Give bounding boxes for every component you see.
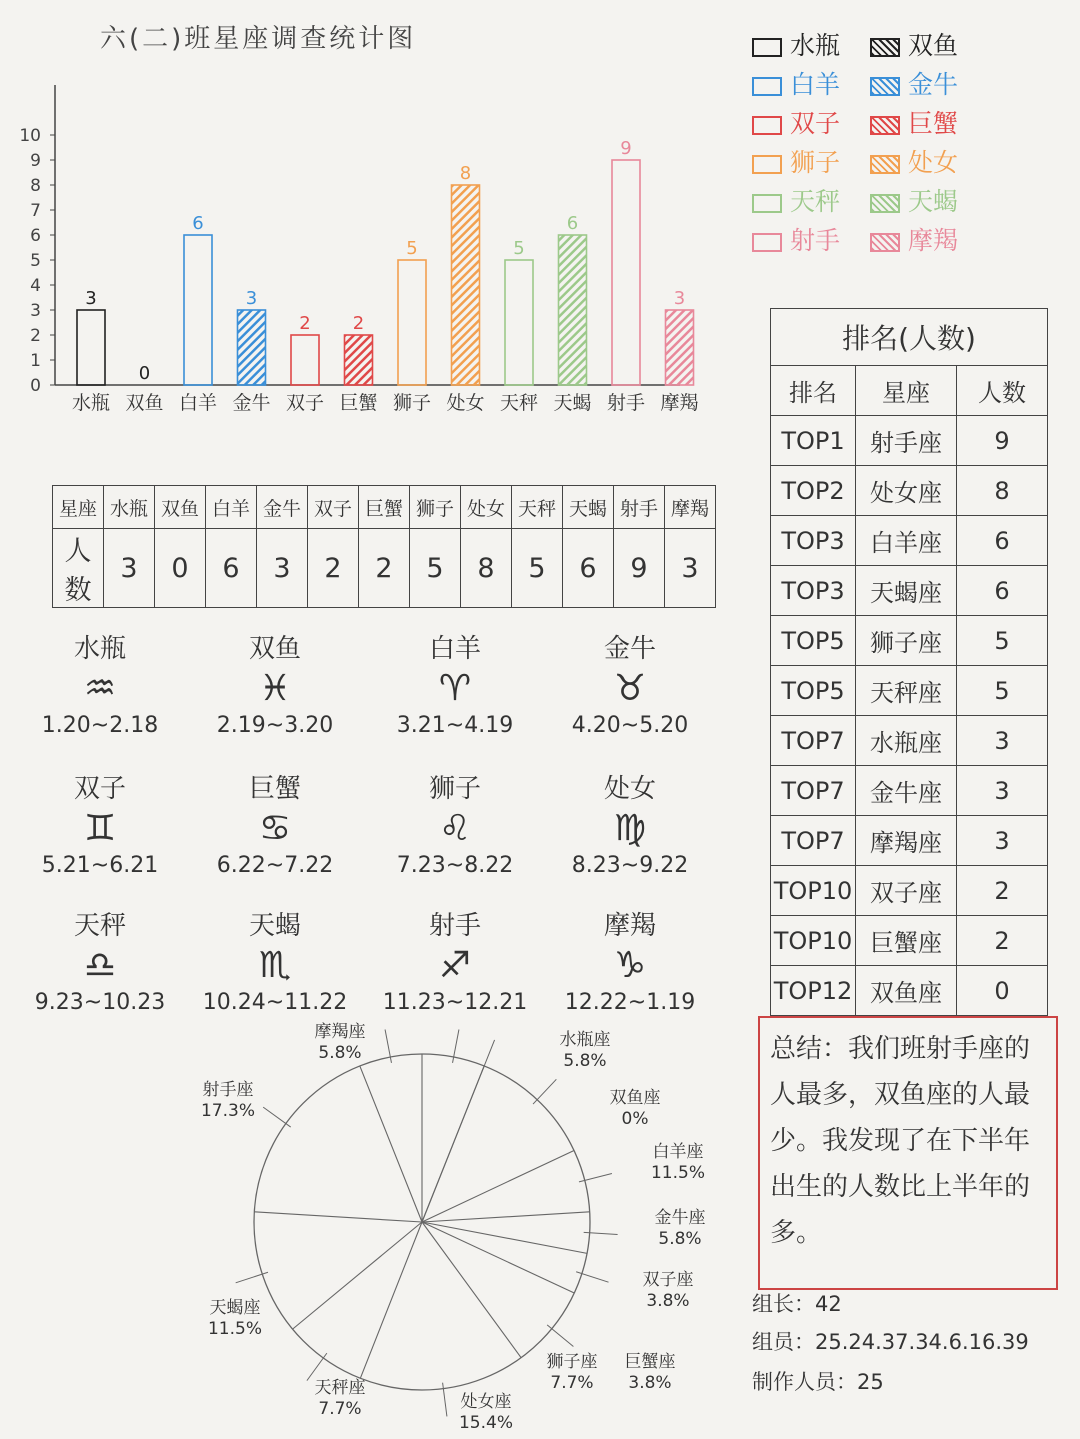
- pie-slice-divider: [360, 1066, 422, 1222]
- ranking-cell: 2: [957, 866, 1048, 916]
- pie-slice-label: [638, 1142, 718, 1184]
- ranking-row: [771, 966, 1048, 1016]
- ranking-row: [771, 616, 1048, 666]
- zodiac-symbol-icon: ♎: [83, 945, 117, 986]
- pie-slice-percent: 5.8%: [658, 1229, 702, 1249]
- pie-slice-name: 白羊座: [652, 1142, 704, 1162]
- bar-value-label: 0: [138, 363, 151, 384]
- zodiac-sign-dates: 4.20~5.20: [571, 713, 689, 738]
- ranking-cell: 0: [957, 966, 1048, 1016]
- legend-item: [752, 104, 840, 140]
- pie-leader-line: [547, 1325, 573, 1347]
- ranking-header-cell: 人数: [957, 366, 1048, 416]
- pie-slice-name: 射手座: [202, 1080, 254, 1100]
- ranking-cell: 3: [957, 816, 1048, 866]
- x-tick-label: 双子: [285, 392, 325, 414]
- pie-slice-label: [610, 1352, 690, 1394]
- legend-label: 双子: [790, 109, 841, 138]
- ranking-row: [771, 716, 1048, 766]
- ranking-cell: 天蝎座: [856, 566, 957, 616]
- pie-slice-name: 天蝎座: [209, 1298, 261, 1318]
- ranking-table: [770, 308, 1048, 1016]
- x-tick-label: 摩羯: [660, 392, 699, 414]
- y-tick-label: 2: [30, 326, 41, 346]
- ranking-cell: 白羊座: [856, 516, 957, 566]
- zodiac-sign-name: 摩羯: [603, 911, 656, 941]
- legend-label: 射手: [790, 226, 841, 255]
- x-tick-label: 双鱼: [125, 392, 164, 414]
- legend-item: [870, 26, 958, 62]
- zodiac-sign-name: 巨蟹: [248, 774, 301, 804]
- ranking-cell: TOP2: [771, 466, 856, 516]
- count-table-sign: 双子: [308, 486, 359, 529]
- ranking-row: [771, 516, 1048, 566]
- x-tick-label: 狮子: [392, 392, 432, 414]
- count-table-value: 3: [257, 529, 308, 608]
- legend-swatch: [870, 38, 900, 57]
- ranking-cell: TOP10: [771, 866, 856, 916]
- bar-value-label: 2: [299, 313, 311, 334]
- count-table-sign: 水瓶: [104, 486, 155, 529]
- zodiac-sign-name: 双鱼: [248, 634, 301, 664]
- ranking-header-cell: 星座: [856, 366, 957, 416]
- x-tick-label: 天蝎: [553, 392, 592, 414]
- bar-value-label: 6: [566, 213, 579, 234]
- pie-slice-percent: 5.8%: [318, 1043, 362, 1063]
- zodiac-symbol-icon: ♍: [613, 808, 647, 849]
- pie-slice-divider: [293, 1222, 422, 1329]
- legend-item: [870, 221, 958, 257]
- zodiac-symbol-icon: ♒: [83, 668, 117, 709]
- pie-slice-label: [195, 1298, 275, 1340]
- x-tick-label: 水瓶: [71, 392, 111, 414]
- x-tick-label: 巨蟹: [339, 392, 378, 414]
- x-tick-label: 白羊: [178, 392, 218, 414]
- x-tick-label: 射手: [606, 392, 646, 414]
- ranking-cell: TOP12: [771, 966, 856, 1016]
- ranking-cell: 狮子座: [856, 616, 957, 666]
- pie-slice-name: 双子座: [642, 1270, 694, 1290]
- legend-item: [870, 182, 958, 218]
- pie-leader-line: [307, 1353, 327, 1381]
- zodiac-symbol-icon: ♓: [258, 668, 292, 709]
- pie-slice-divider: [422, 1066, 484, 1222]
- zodiac-symbol-icon: ♊: [83, 808, 117, 849]
- legend-swatch: [870, 116, 900, 135]
- legend-item: [752, 26, 840, 62]
- ranking-cell: TOP1: [771, 416, 856, 466]
- zodiac-sign-dates: 6.22~7.22: [216, 853, 334, 878]
- legend-label: 水瓶: [790, 31, 841, 60]
- legend-label: 白羊: [790, 70, 841, 99]
- pie-slice-name: 水瓶座: [559, 1030, 611, 1050]
- ranking-row: [771, 916, 1048, 966]
- legend-item: [752, 221, 840, 257]
- bar-value-label: 5: [513, 238, 525, 259]
- y-tick-label: 0: [30, 376, 41, 396]
- ranking-row: [771, 666, 1048, 716]
- pie-slice-divider: [422, 1222, 574, 1293]
- zodiac-symbol-icon: ♑: [613, 945, 647, 986]
- ranking-row: [771, 766, 1048, 816]
- pie-slice-label: [532, 1352, 612, 1394]
- pie-slice-name: 天秤座: [314, 1378, 366, 1398]
- zodiac-sign-dates: 10.24~11.22: [202, 990, 348, 1015]
- ranking-cell: TOP5: [771, 666, 856, 716]
- legend-item: [870, 104, 958, 140]
- y-tick-label: 9: [30, 151, 41, 171]
- count-table-value: 9: [614, 529, 665, 608]
- zodiac-symbol-icon: ♐: [438, 945, 472, 986]
- ranking-cell: 处女座: [856, 466, 957, 516]
- legend-swatch: [870, 194, 900, 213]
- zodiac-sign-name: 双子: [73, 774, 126, 804]
- y-tick-label: 10: [19, 126, 41, 146]
- pie-slice-name: 金牛座: [654, 1208, 706, 1228]
- pie-slice-label: [545, 1030, 625, 1072]
- count-table-sign: 天秤: [512, 486, 563, 529]
- legend-label: 摩羯: [908, 226, 959, 255]
- ranking-caption: 排名(人数): [771, 309, 1048, 366]
- pie-slice-name: 处女座: [460, 1392, 512, 1412]
- ranking-cell: 天秤座: [856, 666, 957, 716]
- pie-slice-percent: 11.5%: [207, 1319, 262, 1339]
- y-tick-label: 3: [30, 301, 41, 321]
- count-table-row-label: 人数: [53, 529, 104, 608]
- bar-value-label: 3: [85, 288, 97, 309]
- count-table-sign: 白羊: [206, 486, 257, 529]
- y-tick-label: 7: [30, 201, 41, 221]
- legend-label: 双鱼: [908, 31, 959, 60]
- bar-value-label: 6: [192, 213, 204, 234]
- count-table-header-label: 星座: [53, 486, 104, 529]
- y-tick-label: 4: [30, 276, 41, 296]
- pie-slice-divider: [254, 1212, 422, 1222]
- legend-item: [752, 65, 840, 101]
- ranking-cell: 双鱼座: [856, 966, 957, 1016]
- ranking-cell: 摩羯座: [856, 816, 957, 866]
- pie-slice-name: 狮子座: [546, 1352, 598, 1372]
- pie-slice-label: [595, 1088, 675, 1130]
- ranking-cell: 双子座: [856, 866, 957, 916]
- zodiac-sign-name: 处女: [603, 774, 656, 804]
- legend-label: 天蝎: [908, 187, 959, 216]
- count-table-value: 6: [206, 529, 257, 608]
- ranking-cell: 9: [957, 416, 1048, 466]
- pie-slice-percent: 17.3%: [200, 1101, 255, 1121]
- ranking-row: [771, 466, 1048, 516]
- ranking-cell: 5: [957, 666, 1048, 716]
- ranking-cell: TOP5: [771, 616, 856, 666]
- legend-swatch: [870, 233, 900, 252]
- zodiac-symbol-icon: ♉: [613, 668, 647, 709]
- bar-value-label: 8: [459, 163, 472, 184]
- pie-slice-percent: 7.7%: [318, 1399, 362, 1419]
- pie-leader-line: [533, 1079, 556, 1104]
- ranking-row: [771, 816, 1048, 866]
- ranking-cell: 8: [957, 466, 1048, 516]
- pie-slice-divider: [422, 1222, 587, 1253]
- count-table-value: 2: [308, 529, 359, 608]
- legend-item: [870, 65, 958, 101]
- zodiac-sign-dates: 7.23~8.22: [396, 853, 514, 878]
- zodiac-sign-dates: 11.23~12.21: [382, 990, 528, 1015]
- zodiac-sign-dates: 1.20~2.18: [41, 713, 159, 738]
- x-tick-label: 金牛: [232, 392, 271, 414]
- count-table-value: 2: [359, 529, 410, 608]
- pie-slice-label: [300, 1022, 380, 1064]
- count-table-sign: 金牛: [257, 486, 308, 529]
- legend-label: 狮子: [790, 148, 841, 177]
- count-table-value: 5: [512, 529, 563, 608]
- zodiac-sign-name: 白羊: [428, 634, 481, 664]
- zodiac-sign-dates: 9.23~10.23: [34, 990, 166, 1015]
- ranking-cell: 射手座: [856, 416, 957, 466]
- bar-value-label: 5: [406, 238, 418, 259]
- legend-item: [870, 143, 958, 179]
- ranking-cell: 金牛座: [856, 766, 957, 816]
- count-table-value: 3: [665, 529, 716, 608]
- ranking-row: [771, 866, 1048, 916]
- ranking-cell: 6: [957, 516, 1048, 566]
- legend-item: [752, 182, 840, 218]
- legend-label: 天秤: [790, 187, 841, 216]
- pie-slice-percent: 15.4%: [458, 1413, 513, 1433]
- count-table-value: 8: [461, 529, 512, 608]
- ranking-header-cell: 排名: [771, 366, 856, 416]
- zodiac-sign-name: 水瓶: [73, 634, 126, 664]
- ranking-row: [771, 566, 1048, 616]
- pie-leader-line: [584, 1232, 618, 1234]
- count-table-sign: 天蝎: [563, 486, 614, 529]
- pie-slice-divider: [422, 1150, 574, 1222]
- zodiac-symbol-icon: ♌: [438, 808, 472, 849]
- ranking-cell: TOP3: [771, 566, 856, 616]
- credit-leader: 组长：42: [752, 1292, 842, 1316]
- zodiac-symbol-icon: ♏: [258, 945, 292, 986]
- pie-slice-percent: 3.8%: [628, 1373, 672, 1393]
- count-table-sign: 处女: [461, 486, 512, 529]
- zodiac-sign-name: 金牛: [603, 634, 656, 664]
- summary-box: 总结：我们班射手座的人最多，双鱼座的人最少。我发现了在下半年出生的人数比上半年的多。: [758, 1016, 1058, 1290]
- credit-maker: 制作人员：25: [752, 1370, 884, 1394]
- pie-slice-divider: [360, 1222, 422, 1378]
- pie-slice-label: [300, 1378, 380, 1420]
- ranking-cell: 水瓶座: [856, 716, 957, 766]
- pie-slice-percent: 5.8%: [563, 1051, 607, 1071]
- ranking-cell: 6: [957, 566, 1048, 616]
- count-table-sign: 摩羯: [665, 486, 716, 529]
- bar-value-label: 2: [352, 313, 365, 334]
- count-table-sign: 射手: [614, 486, 665, 529]
- ranking-cell: TOP7: [771, 766, 856, 816]
- ranking-cell: TOP7: [771, 716, 856, 766]
- zodiac-symbol-icon: ♈: [438, 668, 472, 709]
- bar-value-label: 9: [620, 138, 632, 159]
- pie-slice-label: [446, 1392, 526, 1434]
- zodiac-sign-name: 天蝎: [248, 911, 301, 941]
- zodiac-sign-dates: 3.21~4.19: [396, 713, 514, 738]
- ranking-row: [771, 416, 1048, 466]
- x-tick-label: 天秤: [499, 392, 539, 414]
- ranking-cell: 巨蟹座: [856, 916, 957, 966]
- pie-slice-percent: 3.8%: [646, 1291, 690, 1311]
- pie-slice-name: 巨蟹座: [624, 1352, 676, 1372]
- pie-slice-label: [640, 1208, 720, 1250]
- bar-value-label: 3: [673, 288, 686, 309]
- pie-slice-divider: [422, 1212, 590, 1222]
- y-tick-label: 1: [30, 351, 41, 371]
- zodiac-symbol-icon: ♋: [258, 808, 292, 849]
- ranking-cell: TOP3: [771, 516, 856, 566]
- pie-slice-name: 摩羯座: [314, 1022, 366, 1042]
- legend-item: [752, 143, 840, 179]
- zodiac-sign-name: 狮子: [428, 774, 481, 804]
- bar-value-label: 3: [245, 288, 258, 309]
- ranking-cell: 5: [957, 616, 1048, 666]
- y-tick-label: 6: [30, 226, 41, 246]
- count-table-value: 0: [155, 529, 206, 608]
- legend-label: 处女: [908, 148, 959, 177]
- page-title: 六(二)班星座调查统计图: [100, 24, 417, 54]
- y-tick-label: 8: [30, 176, 41, 196]
- legend-label: 金牛: [908, 70, 959, 99]
- pie-slice-label: [628, 1270, 708, 1312]
- count-table-value: 6: [563, 529, 614, 608]
- count-table-value: 3: [104, 529, 155, 608]
- ranking-cell: TOP7: [771, 816, 856, 866]
- count-table-value: 5: [410, 529, 461, 608]
- ranking-cell: 3: [957, 716, 1048, 766]
- legend-label: 巨蟹: [908, 109, 959, 138]
- ranking-header-row: [771, 366, 1048, 416]
- credit-members: 组员：25.24.37.34.6.16.39: [752, 1330, 1029, 1354]
- ranking-cell: 2: [957, 916, 1048, 966]
- zodiac-sign-dates: 12.22~1.19: [564, 990, 696, 1015]
- pie-slice-name: 双鱼座: [609, 1088, 661, 1108]
- count-table-sign: 巨蟹: [359, 486, 410, 529]
- ranking-caption-row: [771, 309, 1048, 366]
- count-table-sign: 双鱼: [155, 486, 206, 529]
- zodiac-sign-name: 天秤: [73, 911, 126, 941]
- zodiac-sign-dates: 2.19~3.20: [216, 713, 334, 738]
- pie-slice-percent: 7.7%: [550, 1373, 594, 1393]
- x-tick-label: 处女: [446, 392, 485, 414]
- zodiac-sign-dates: 8.23~9.22: [571, 853, 689, 878]
- y-tick-label: 5: [30, 251, 41, 271]
- count-table-sign: 狮子: [410, 486, 461, 529]
- legend-swatch: [870, 77, 900, 96]
- zodiac-sign-name: 射手: [428, 911, 481, 941]
- pie-slice-percent: 0%: [621, 1109, 649, 1129]
- legend-swatch: [870, 155, 900, 174]
- pie-slice-divider: [422, 1222, 521, 1358]
- ranking-cell: 3: [957, 766, 1048, 816]
- pie-slice-label: [188, 1080, 268, 1122]
- pie-slice-percent: 11.5%: [650, 1163, 705, 1183]
- ranking-cell: TOP10: [771, 916, 856, 966]
- zodiac-sign-dates: 5.21~6.21: [41, 853, 159, 878]
